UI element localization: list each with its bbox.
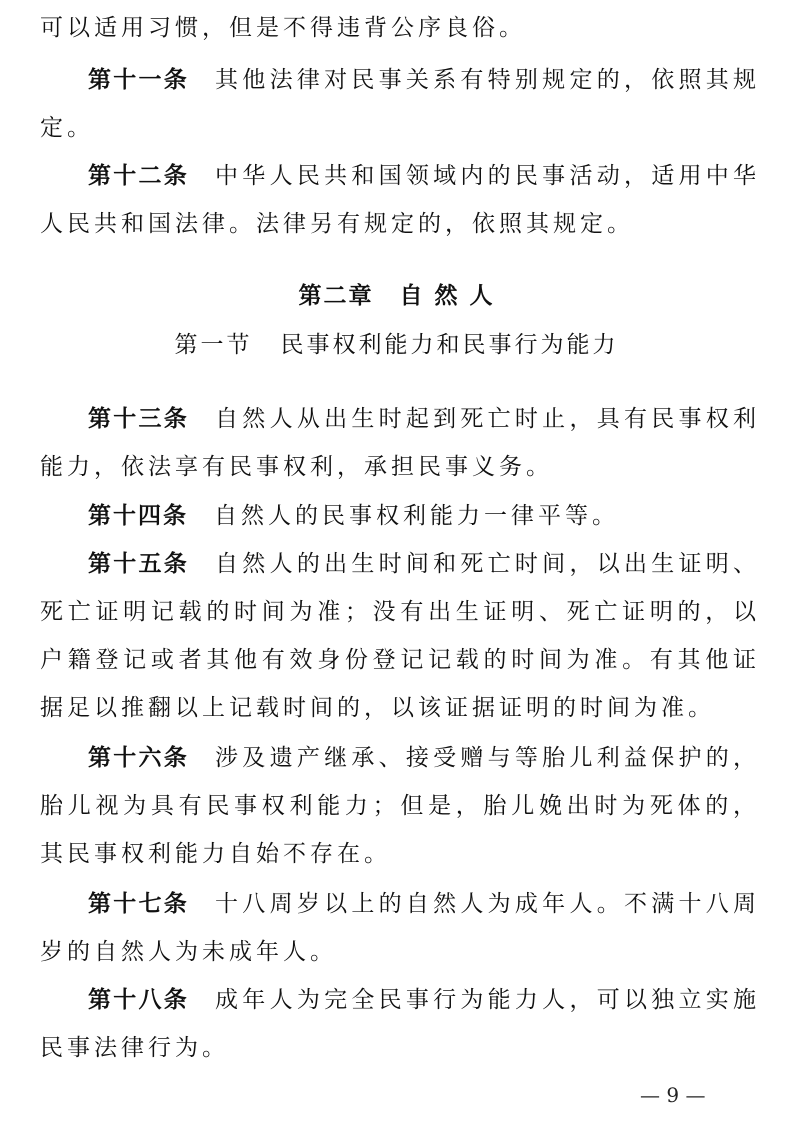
article-number: 第十三条: [88, 406, 190, 432]
article-number: 第十六条: [88, 745, 190, 771]
article-number: 第十七条: [88, 891, 190, 917]
article-14: [40, 492, 760, 540]
chapter-heading: [0, 276, 793, 316]
article-17: [40, 880, 760, 976]
paragraph-continuation: [40, 4, 760, 52]
article-text: 其他法律对民事关系有特别规定的，依照其规定。: [40, 67, 761, 141]
article-text: 中华人民共和国领域内的民事活动，适用中华人民共和国法律。法律另有规定的，依照其规定。: [40, 163, 761, 237]
paragraph-text: 可以适用习惯，但是不得违背公序良俗。: [40, 15, 526, 41]
article-number: 第十四条: [88, 503, 188, 529]
article-text: 涉及遗产继承、接受赠与等胎儿利益保护的，胎儿视为具有民事权利能力；但是，胎儿娩出时为死体的，其民事权利能力自始不存在。: [40, 745, 761, 867]
article-number: 第十一条: [88, 67, 190, 93]
article-number: 第十八条: [88, 987, 190, 1013]
section-title: 民事权利能力和民事行为能力: [280, 332, 619, 358]
article-12: [40, 152, 760, 248]
section-number: 第一节: [174, 332, 253, 358]
article-text: 成年人为完全民事行为能力人，可以独立实施民事法律行为。: [40, 987, 761, 1061]
article-number: 第十五条: [88, 551, 190, 577]
chapter-number: 第二章: [298, 283, 374, 309]
article-text: 十八周岁以上的自然人为成年人。不满十八周岁的自然人为未成年人。: [40, 891, 761, 965]
chapter-title: 自 然 人: [399, 283, 495, 309]
article-11: [40, 56, 760, 152]
section-heading: [0, 325, 793, 365]
article-18: [40, 976, 760, 1072]
article-13: [40, 395, 760, 491]
article-text: 自然人的民事权利能力一律平等。: [214, 503, 619, 529]
article-16: [40, 734, 760, 878]
page-number: — 9 —: [640, 1083, 706, 1107]
article-15: [40, 540, 760, 732]
article-number: 第十二条: [88, 163, 190, 189]
article-text: 自然人的出生时间和死亡时间，以出生证明、死亡证明记载的时间为准；没有出生证明、死亡证明的，以户籍登记或者其他有效身份登记记载的时间为准。有其他证据足以推翻以上记载时间的，以该证据证明的时间为准。: [40, 551, 761, 721]
article-text: 自然人从出生时起到死亡时止，具有民事权利能力，依法享有民事权利，承担民事义务。: [40, 406, 761, 480]
